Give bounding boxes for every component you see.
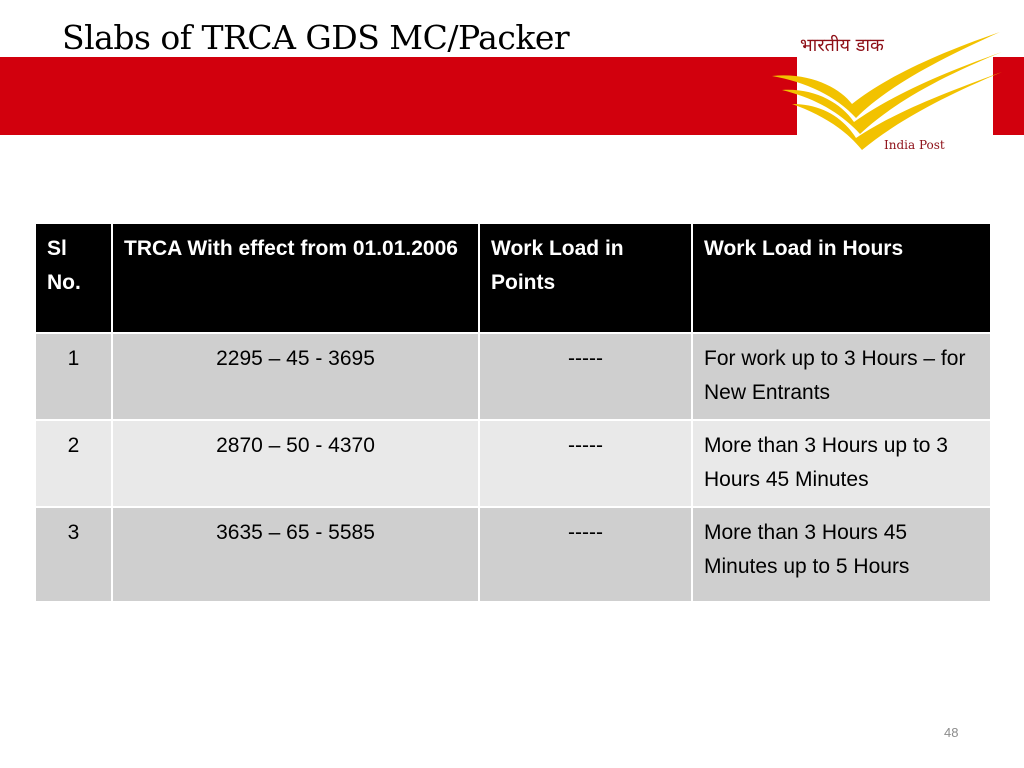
table-row <box>35 507 991 602</box>
cell-hours: For work up to 3 Hours – for New Entrants <box>692 333 991 420</box>
cell-trca: 2295 – 45 - 3695 <box>112 333 479 420</box>
cell-trca: 2870 – 50 - 4370 <box>112 420 479 507</box>
header-sl-no: Sl No. <box>35 223 112 333</box>
table-row <box>35 333 991 420</box>
header-trca: TRCA With effect from 01.01.2006 <box>112 223 479 333</box>
cell-points: ----- <box>479 507 692 602</box>
table-header-row <box>35 223 991 333</box>
slabs-table <box>34 222 992 603</box>
cell-points: ----- <box>479 333 692 420</box>
table-row <box>35 420 991 507</box>
header-work-load-points: Work Load in Points <box>479 223 692 333</box>
logo-english-text: India Post <box>884 138 945 152</box>
page-number: 48 <box>944 725 959 740</box>
slide-title: Slabs of TRCA GDS MC/Packer <box>62 18 570 57</box>
cell-sl: 2 <box>35 420 112 507</box>
cell-sl: 1 <box>35 333 112 420</box>
header-work-load-hours: Work Load in Hours <box>692 223 991 333</box>
cell-hours: More than 3 Hours 45 Minutes up to 5 Hours <box>692 507 991 602</box>
cell-hours: More than 3 Hours up to 3 Hours 45 Minutes <box>692 420 991 507</box>
cell-sl: 3 <box>35 507 112 602</box>
cell-points: ----- <box>479 420 692 507</box>
logo-hindi-text: भारतीय डाक <box>800 35 884 56</box>
cell-trca: 3635 – 65 - 5585 <box>112 507 479 602</box>
